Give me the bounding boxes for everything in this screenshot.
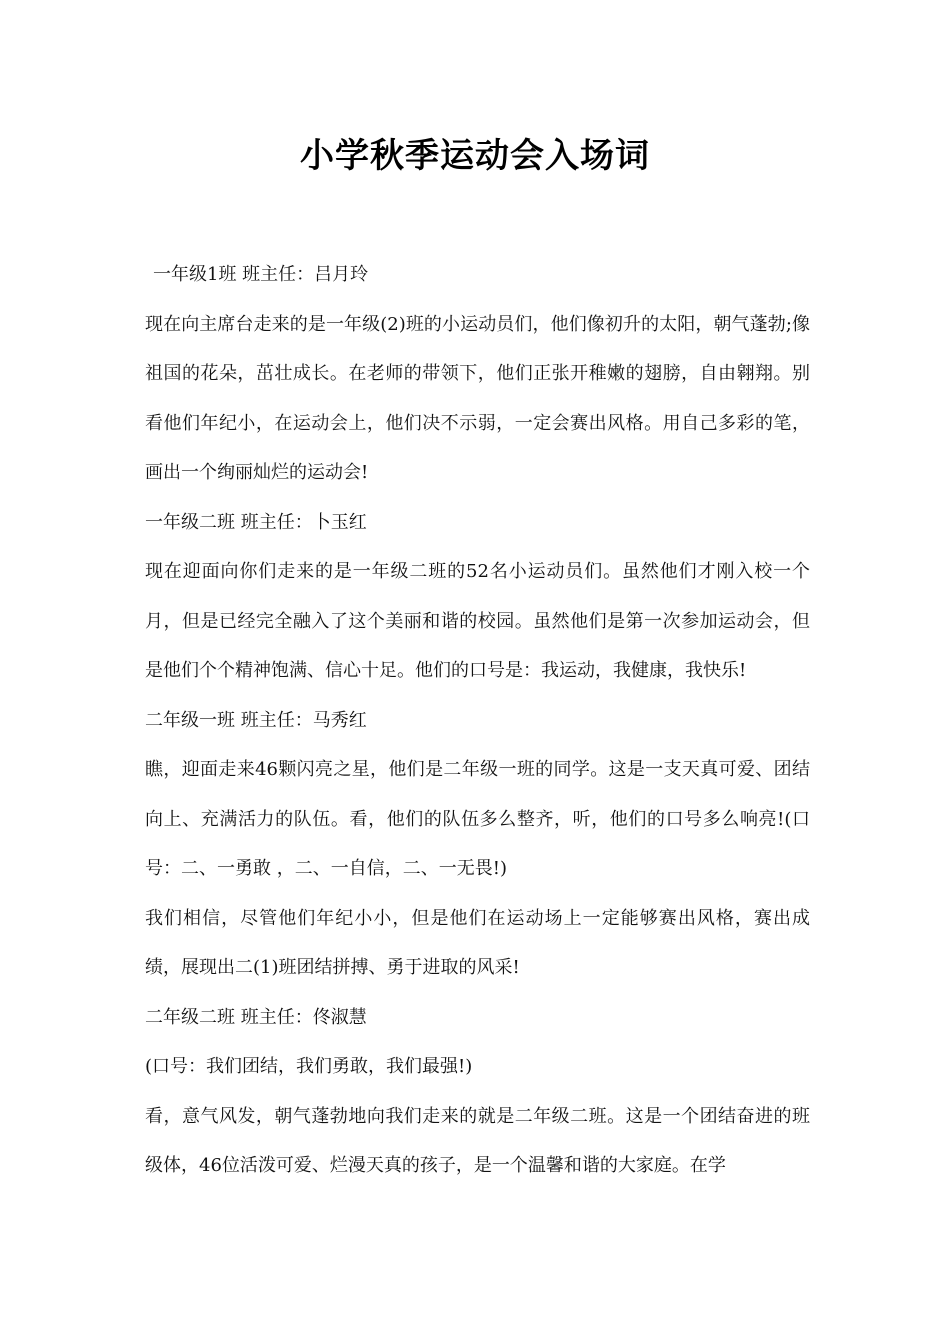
class-heading-1-2: 一年级二班 班主任：卜玉红: [145, 511, 367, 533]
class-heading-2-2: 二年级二班 班主任：佟淑慧: [145, 1006, 367, 1028]
document-title: 小学秋季运动会入场词: [300, 136, 650, 176]
paragraph-2-1-closing: 我们相信，尽管他们年纪小小，但是他们在运动场上一定能够赛出风格，赛出成绩，展现出二(1)班团结拼搏、勇于进取的风采!: [145, 907, 810, 978]
paragraph-1-1-intro: 现在向主席台走来的是一年级(2)班的小运动员们，他们像初升的太阳，朝气蓬勃;像祖国的花朵，茁壮成长。在老师的带领下，他们正张开稚嫩的翅膀，自由翱翔。别看他们年纪小，在运动会上，他们决不示弱，一定会赛出风格。用自己多彩的笔，画出一个绚丽灿烂的运动会!: [145, 313, 810, 483]
paragraph-2-2-intro: 看，意气风发，朝气蓬勃地向我们走来的就是二年级二班。这是一个团结奋进的班级体，46位活泼可爱、烂漫天真的孩子，是一个温馨和谐的大家庭。在学: [145, 1105, 810, 1176]
paragraph-1-2-intro: 现在迎面向你们走来的是一年级二班的52名小运动员们。虽然他们才刚入校一个月，但是已经完全融入了这个美丽和谐的校园。虽然他们是第一次参加运动会，但是他们个个精神饱满、信心十足。他们的口号是：我运动，我健康，我快乐!: [145, 561, 810, 681]
class-heading-2-1: 二年级一班 班主任：马秀红: [145, 709, 367, 731]
document-body: [145, 250, 810, 1191]
paragraph-2-2-slogan: (口号：我们团结，我们勇敢，我们最强!): [145, 1056, 473, 1077]
paragraph-2-1-intro: 瞧，迎面走来46颗闪亮之星，他们是二年级一班的同学。这是一支天真可爱、团结向上、充满活力的队伍。看，他们的队伍多么整齐，听，他们的口号多么响亮!(口号：二、一勇敢 ，二、一自信，二、一无畏!): [145, 759, 810, 879]
class-heading-1-1: 一年级1班 班主任：吕月玲: [153, 264, 369, 285]
